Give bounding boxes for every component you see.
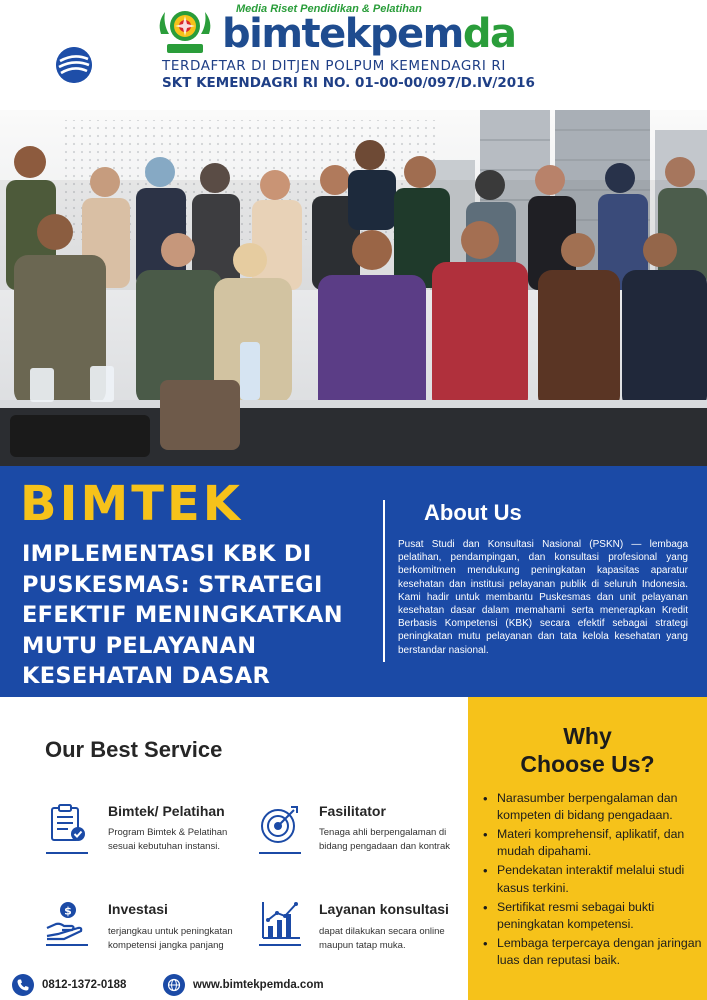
why-item: • Sertifikat resmi sebagai bukti peningkatan kompetensi.	[481, 899, 703, 933]
course-title: IMPLEMENTASI KBK DI PUSKESMAS: STRATEGI EFEKTIF MENINGKATKAN MUTU PELAYANAN KESEHATAN DASAR	[22, 541, 343, 689]
brand-part-2: pem	[369, 11, 463, 57]
about-title: About Us	[424, 500, 522, 525]
phone-icon	[12, 974, 34, 996]
globe-logo-icon	[56, 47, 92, 83]
service-rule	[46, 944, 88, 946]
service-name-fasilitator: Fasilitator	[319, 803, 386, 819]
target-icon	[258, 802, 302, 846]
globe-icon	[163, 974, 185, 996]
why-item: • Narasumber berpengalaman dan kompeten di bidang pengadaan.	[481, 790, 703, 824]
service-desc-konsultasi: dapat dilakukan secara online maupun tatap muka.	[319, 926, 445, 951]
brand-part-1: bimtek	[222, 11, 370, 57]
registration-line-2: SKT KEMENDAGRI RI NO. 01-00-00/097/D.IV/2016	[162, 75, 535, 91]
why-title-line-1: Why	[563, 723, 612, 749]
clipboard-check-icon	[46, 802, 90, 846]
service-rule	[259, 944, 301, 946]
service-desc-bimtek: Program Bimtek & Pelatihan sesuai kebutuhan instansi.	[108, 827, 228, 852]
why-title-line-2: Choose Us?	[520, 751, 655, 777]
phone-contact[interactable]	[12, 974, 126, 996]
services-title: Our Best Service	[45, 737, 223, 762]
growth-chart-icon	[258, 898, 302, 942]
website-link[interactable]	[163, 974, 324, 996]
registration-line-1: TERDAFTAR DI DITJEN POLPUM KEMENDAGRI RI	[162, 58, 506, 74]
hero-label: BIMTEK	[20, 476, 243, 532]
why-item: • Lembaga terpercaya dengan jaringan luas dan reputasi baik.	[481, 935, 703, 969]
service-desc-fasilitator: Tenaga ahli berpengalaman di bidang pengadaan dan kontrak	[319, 827, 451, 852]
service-name-investasi: Investasi	[108, 901, 168, 917]
why-list	[481, 790, 703, 971]
why-title	[468, 722, 707, 778]
phone-number: 0812-1372-0188	[42, 979, 127, 991]
brand-part-3: da	[462, 11, 516, 57]
brand-wordmark	[222, 12, 515, 56]
service-name-konsultasi: Layanan konsultasi	[319, 901, 449, 917]
service-rule	[46, 852, 88, 854]
why-item: • Pendekatan interaktif melalui studi kasus terkini.	[481, 862, 703, 896]
band-divider	[383, 500, 385, 662]
service-name-bimtek: Bimtek/ Pelatihan	[108, 803, 225, 819]
service-desc-investasi: terjangkau untuk peningkatan kompetensi jangka panjang	[108, 926, 233, 951]
header	[0, 0, 707, 120]
about-text: Pusat Studi dan Konsultasi Nasional (PSKN) — lembaga pelatihan, pendampingan, dan konsultasi profesional yang berkomitmen mendukung peningkatan kapasitas aparatur kesehatan dan institusi pelayanan publik di seluruh Indonesia. Kami hadir untuk membantu Puskesmas dan unit pelayanan kesehatan dasar dalam memahami serta menerapkan Kredit Berbasis Kompetensi (KBK) secara efektif sebagai strategi peningkatan mutu pelayanan dan tata kelola kesehatan yang berstandar nasional.	[398, 539, 688, 656]
service-rule	[259, 852, 301, 854]
group-photo	[0, 110, 707, 466]
brand-tagline: Media Riset Pendidikan & Pelatihan	[236, 3, 422, 15]
emblem-logo-icon	[153, 4, 217, 56]
money-hand-icon	[44, 898, 88, 942]
svg-text:$: $	[64, 904, 72, 918]
why-item: • Materi komprehensif, aplikatif, dan mudah dipahami.	[481, 826, 703, 860]
website-url: www.bimtekpemda.com	[193, 979, 324, 991]
